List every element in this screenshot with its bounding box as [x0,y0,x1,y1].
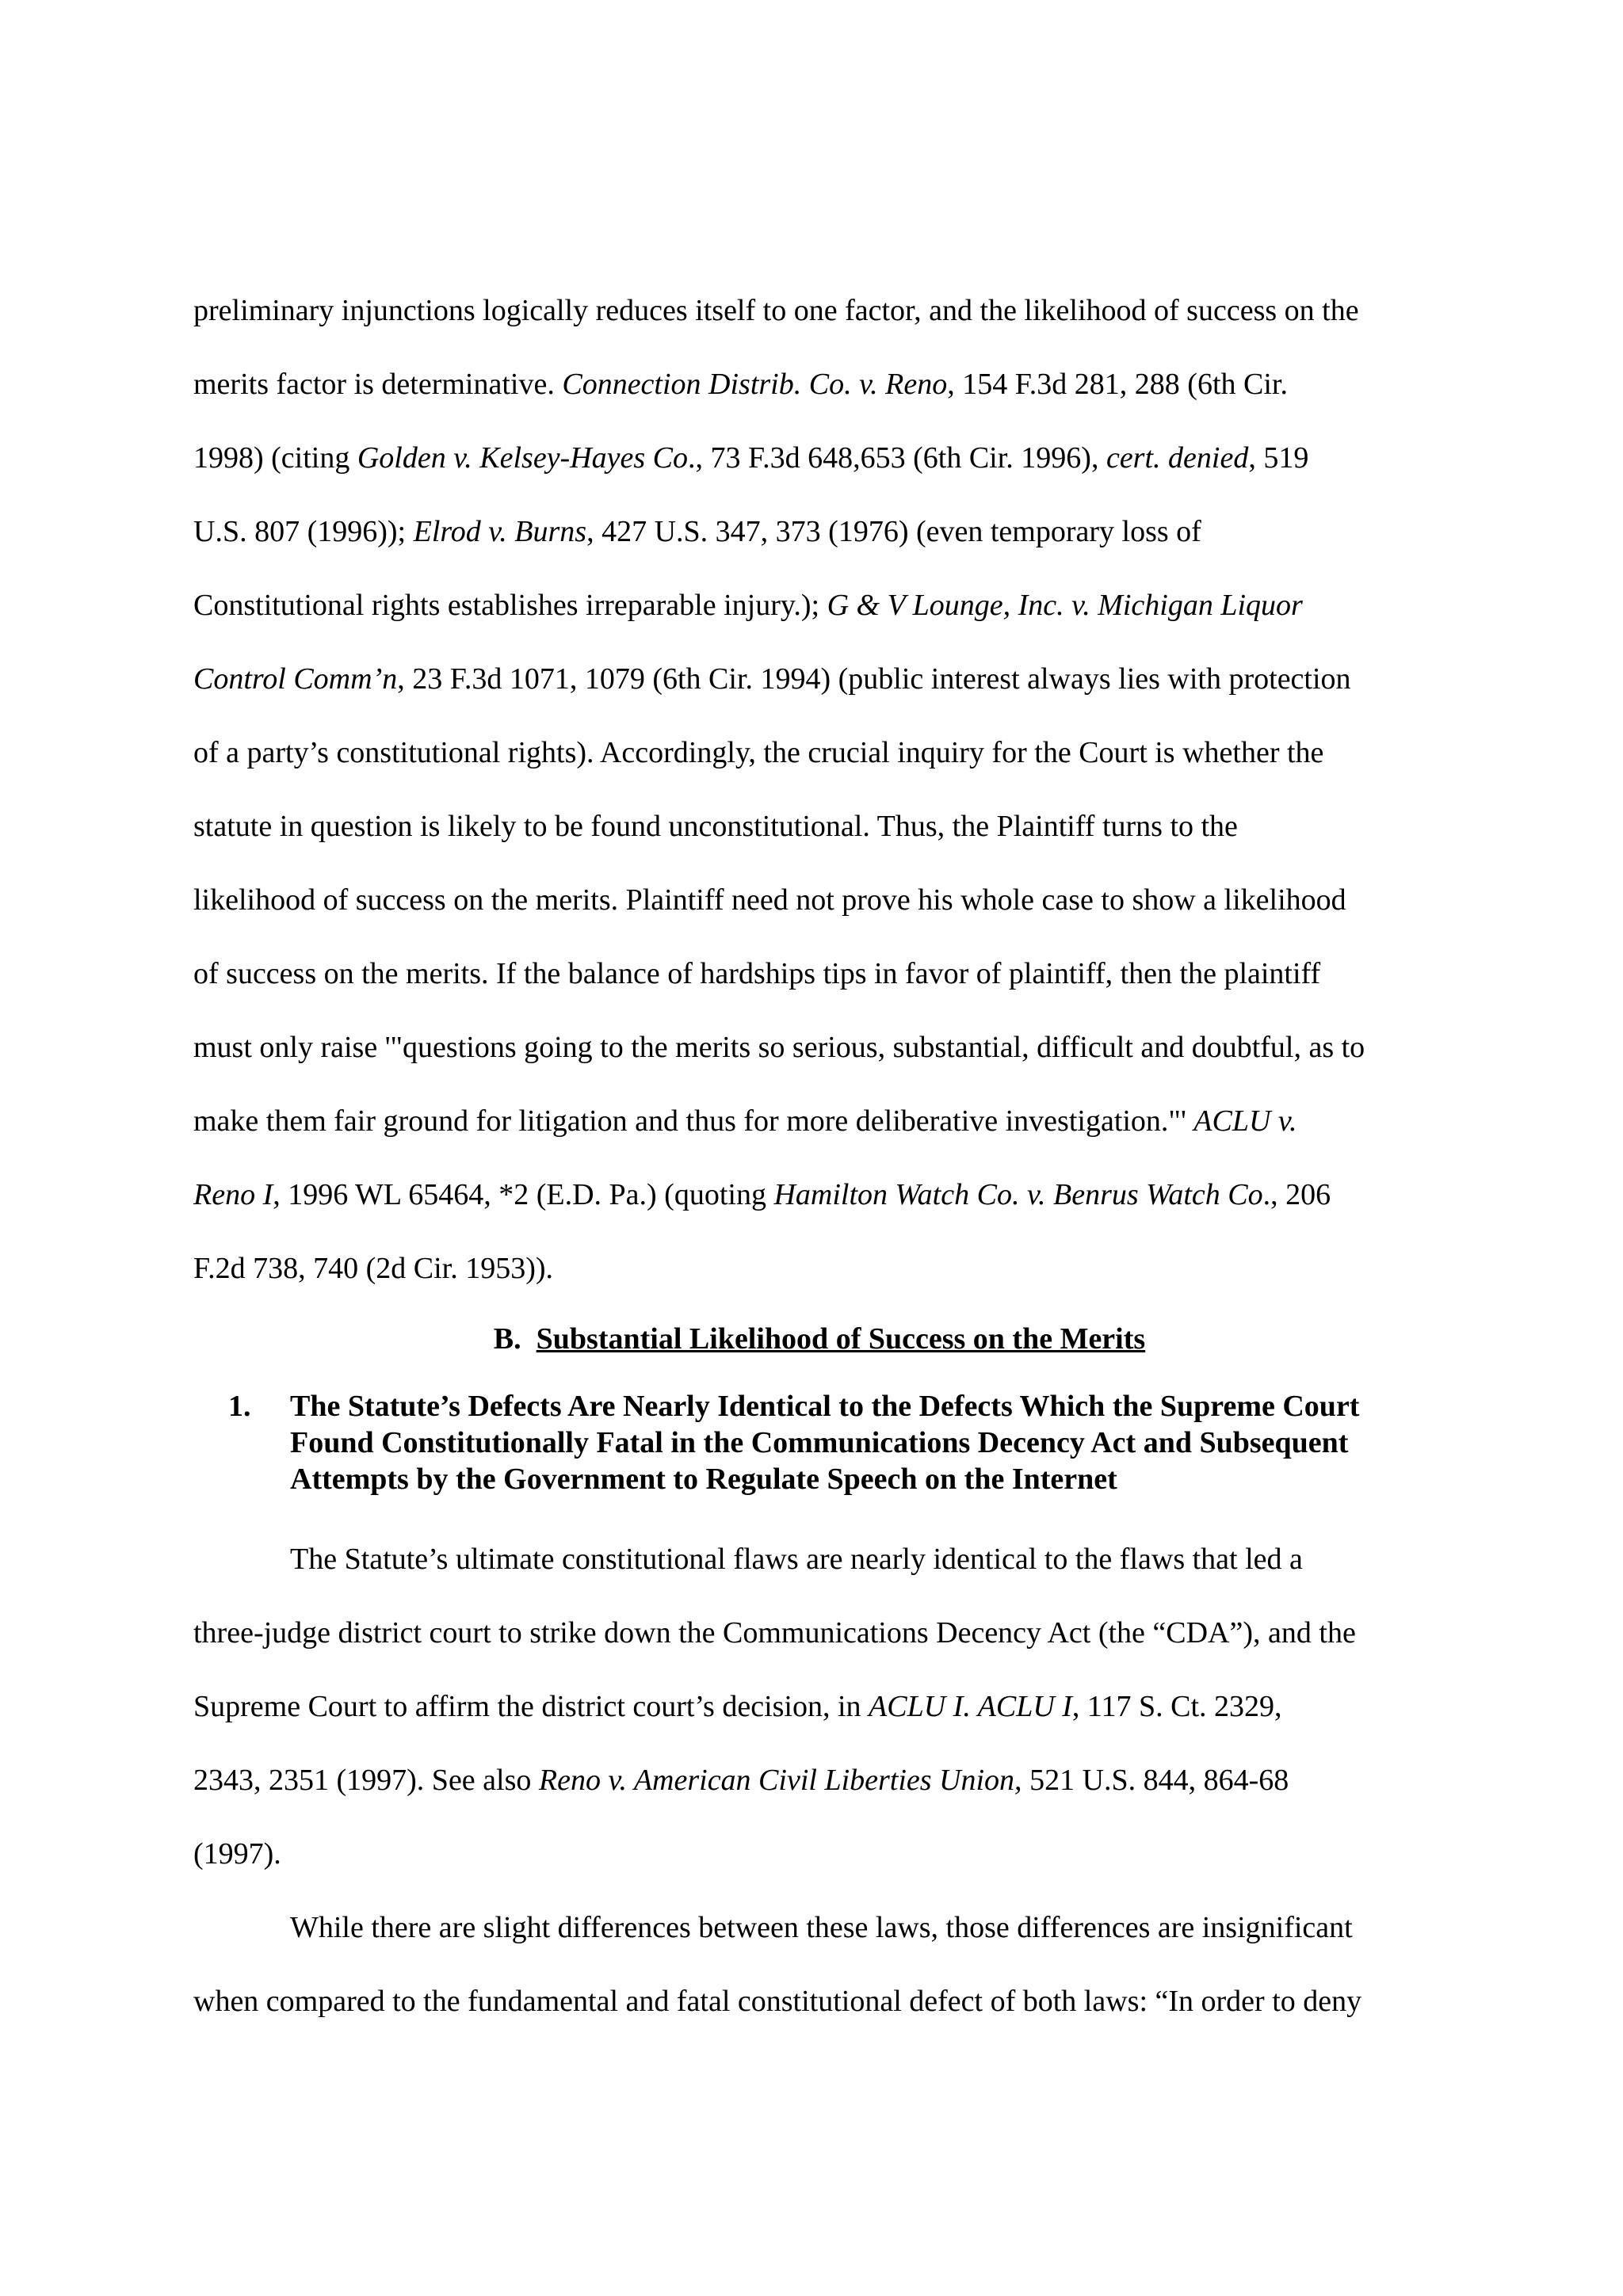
paragraph-statute-flaws [193,1537,1445,1905]
text-run: F.2d 738, 740 (2d Cir. 1953)). [193,1252,554,1285]
case-citation: ACLU v. [1193,1104,1297,1138]
subsection-title-line: Found Constitutionally Fatal in the Communications Decency Act and Subsequent [290,1426,1349,1459]
text-run: make them fair ground for litigation and thus for more deliberative investigation."' [193,1104,1194,1138]
text-line [193,1611,1445,1684]
text-line [193,1099,1445,1173]
case-citation: Hamilton Watch Co. v. Benrus Watch Co [773,1178,1263,1211]
case-citation: cert. denied [1106,441,1249,475]
text-line [193,1684,1445,1758]
section-heading-b [193,1317,1445,1361]
text-run: must only raise '"questions going to the merits so serious, substantial, difficult and doubtful, as to [193,1031,1365,1064]
case-citation: G & V Lounge, Inc. v. Michigan Liquor [827,589,1303,622]
text-line [193,1537,1445,1611]
case-citation: Reno I [193,1178,273,1211]
text-line [193,509,1445,583]
text-run: 1998) (citing [193,441,357,475]
case-citation: Golden v. Kelsey-Hayes Co [357,441,689,475]
text-line [193,730,1445,804]
text-line [193,288,1445,362]
text-run: preliminary injunctions logically reduces itself to one factor, and the likelihood of success on the [193,294,1359,327]
text-line [193,436,1445,509]
body-text-block [193,1537,1445,2053]
section-marker: B. [493,1322,521,1356]
text-run: of a party’s constitutional rights). Accordingly, the crucial inquiry for the Court is whether the [193,736,1324,769]
subsection-number: 1. [228,1390,251,1423]
case-citation: Connection Distrib. Co. v. Reno [562,368,948,401]
case-citation: Reno v. American Civil Liberties Union, [538,1764,1022,1797]
text-line [193,1173,1445,1246]
text-line [193,1246,1445,1320]
text-run: (1997). [193,1837,281,1871]
section-title: Substantial Likelihood of Success on the Merits [536,1322,1146,1356]
text-run: , 427 U.S. 347, 373 (1976) (even temporary loss of [586,515,1201,548]
text-run: Constitutional rights establishes irreparable injury.); [193,589,827,622]
text-line [193,657,1445,730]
subsection-title-line: Attempts by the Government to Regulate Speech on the Internet [290,1463,1117,1496]
case-citation: Control Comm’n [193,662,398,696]
text-line [193,583,1445,657]
text-run: likelihood of success on the merits. Plaintiff need not prove his whole case to show a likelihood [193,883,1346,917]
text-run: , 23 F.3d 1071, 1079 (6th Cir. 1994) (public interest always lies with protection [397,662,1351,696]
text-run: The Statute’s ultimate constitutional flaws are nearly identical to the flaws that led a [290,1543,1303,1576]
text-run: ., 206 [1262,1178,1331,1211]
text-run: 521 U.S. 844, 864-68 [1022,1764,1289,1797]
paragraph-preliminary-injunction [193,288,1445,1320]
text-line [193,1832,1445,1905]
text-run: U.S. 807 (1996)); [193,515,414,548]
text-run: , 117 S. Ct. 2329, [1071,1690,1282,1723]
text-line [193,1758,1445,1832]
paragraph-differences [193,1905,1445,2053]
text-run: ., 73 F.3d 648,653 (6th Cir. 1996), [688,441,1106,475]
text-run: statute in question is likely to be found unconstitutional. Thus, the Plaintiff turns to the [193,810,1238,843]
text-line [193,804,1445,878]
text-line [193,1905,1445,1979]
text-run: Supreme Court to affirm the district court’s decision, in [193,1690,869,1723]
subsection-title-line: The Statute’s Defects Are Nearly Identical to the Defects Which the Supreme Court [290,1390,1360,1423]
text-line [193,1025,1445,1099]
text-line [193,952,1445,1025]
text-run: , 1996 WL 65464, *2 (E.D. Pa.) (quoting [273,1178,774,1211]
text-run: , 519 [1248,441,1309,475]
text-line [193,1979,1445,2053]
text-run: three-judge district court to strike down the Communications Decency Act (the “CDA”), and the [193,1616,1356,1650]
text-run: merits factor is determinative. [193,368,563,401]
case-citation: Elrod v. Burns [413,515,587,548]
text-run: 2343, 2351 (1997). See also [193,1764,539,1797]
text-run: of success on the merits. If the balance of hardships tips in favor of plaintiff, then the plaintiff [193,957,1321,990]
text-run: when compared to the fundamental and fatal constitutional defect of both laws: “In order to deny [193,1985,1362,2018]
text-run: , 154 F.3d 281, 288 (6th Cir. [947,368,1288,401]
text-line [193,362,1445,436]
text-line [193,878,1445,952]
text-run: While there are slight differences between these laws, those differences are insignificant [290,1911,1353,1944]
case-citation: ACLU I. ACLU I [869,1690,1072,1723]
